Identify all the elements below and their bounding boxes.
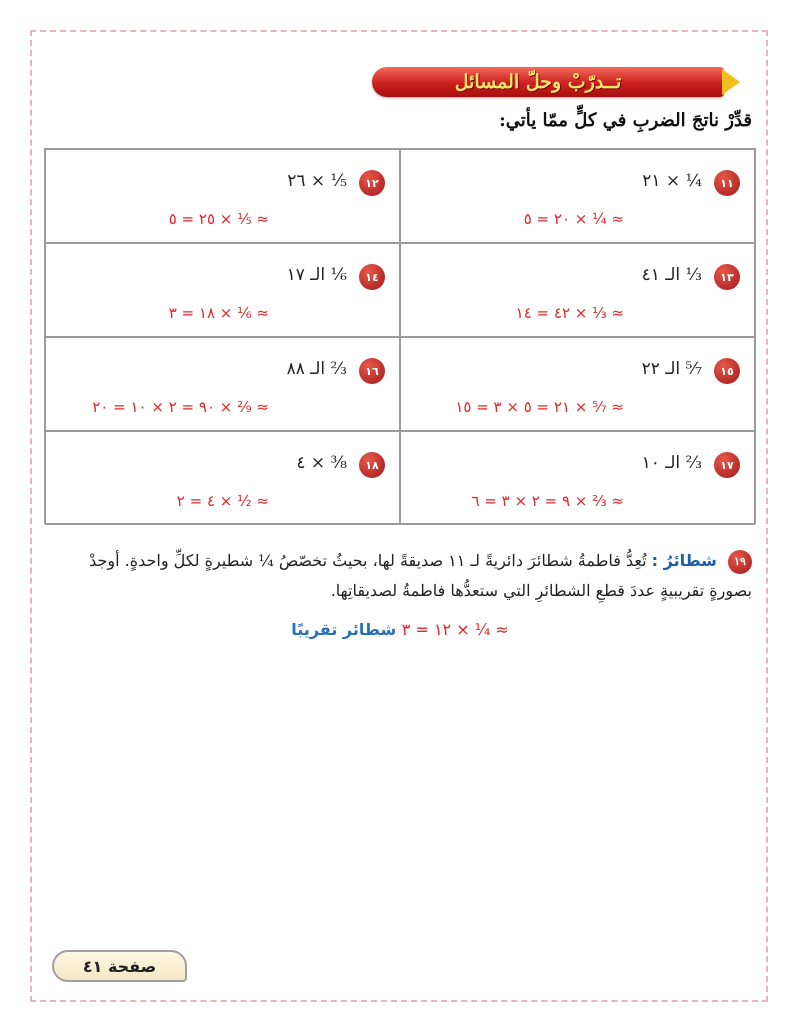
exercise-number-badge: ١٦ (359, 358, 385, 384)
exercise-question: ¼ × ٢١ (642, 171, 702, 191)
exercise-cell-13 (400, 243, 755, 337)
exercise-number-badge: ١٩ (728, 550, 752, 574)
exercise-answer: ≈ ²⁄₉ × ٩٠ = ٢ × ١٠ = ٢٠ (92, 398, 269, 416)
exercise-number-badge: ١١ (714, 170, 740, 196)
exercise-number-badge: ١٧ (714, 452, 740, 478)
exercise-question: ⅜ × ٤ (296, 453, 347, 473)
word-problem (52, 546, 752, 606)
exercise-answer: ≈ ½ × ٤ = ٢ (176, 492, 269, 510)
answer-math: ≈ ¼ × ١٢ = ٣ (401, 620, 509, 639)
problem-keyword: شطائرُ : (651, 551, 717, 570)
exercise-grid (44, 148, 756, 524)
exercise-answer: ≈ ¼ × ٢٠ = ٥ (523, 210, 624, 228)
problem-text: تُعِدُّ فاطمةُ شطائرَ دائريةً لـ ١١ صديقةً لها، بحيثُ تخصّصُ ¼ شطيرةٍ لكلِّ واحدةٍ. أوجدْ بصورةٍ تقريبيةٍ عددَ قطعِ الشطائرِ التي ستعدُّها فاطمةُ لصديقاتِها. (89, 551, 752, 600)
exercise-question: ⅓ الـ ٤١ (641, 265, 702, 285)
exercise-question: ⁵⁄₇ الـ ٢٢ (641, 359, 702, 379)
exercise-question: ⅕ × ٢٦ (287, 171, 347, 191)
exercise-number-badge: ١٥ (714, 358, 740, 384)
instruction-text: قدِّرْ ناتجَ الضربِ في كلٍّ ممّا يأتي: (499, 110, 752, 131)
word-problem-answer (200, 620, 600, 639)
exercise-cell-12 (45, 149, 400, 243)
exercise-question: ⅔ الـ ٨٨ (286, 359, 347, 379)
exercise-number-badge: ١٢ (359, 170, 385, 196)
exercise-number-badge: ١٤ (359, 264, 385, 290)
exercise-cell-18 (45, 431, 400, 525)
exercise-cell-16 (45, 337, 400, 431)
exercise-cell-17 (400, 431, 755, 525)
exercise-cell-11 (400, 149, 755, 243)
section-title: تــدرّبْ وحلّ المسائل (454, 71, 622, 93)
section-banner (372, 67, 724, 97)
exercise-question: ⅔ الـ ١٠ (641, 453, 702, 473)
exercise-answer: ≈ ⅕ × ٢٥ = ٥ (168, 210, 269, 228)
exercise-cell-15 (400, 337, 755, 431)
page-number-tab: صفحة ٤١ (52, 950, 187, 982)
exercise-answer: ≈ ⅙ × ١٨ = ٣ (168, 304, 269, 322)
answer-label: شطائر تقريبًا (291, 620, 397, 639)
exercise-answer: ≈ ⅔ × ٩ = ٢ × ٣ = ٦ (471, 492, 624, 510)
banner-arrow-icon (722, 69, 740, 95)
exercise-answer: ≈ ⅓ × ٤٢ = ١٤ (515, 304, 624, 322)
exercise-question: ⅙ الـ ١٧ (286, 265, 347, 285)
exercise-cell-14 (45, 243, 400, 337)
exercise-number-badge: ١٣ (714, 264, 740, 290)
exercise-number-badge: ١٨ (359, 452, 385, 478)
exercise-answer: ≈ ⁵⁄₇ × ٢١ = ٥ × ٣ = ١٥ (455, 398, 624, 416)
